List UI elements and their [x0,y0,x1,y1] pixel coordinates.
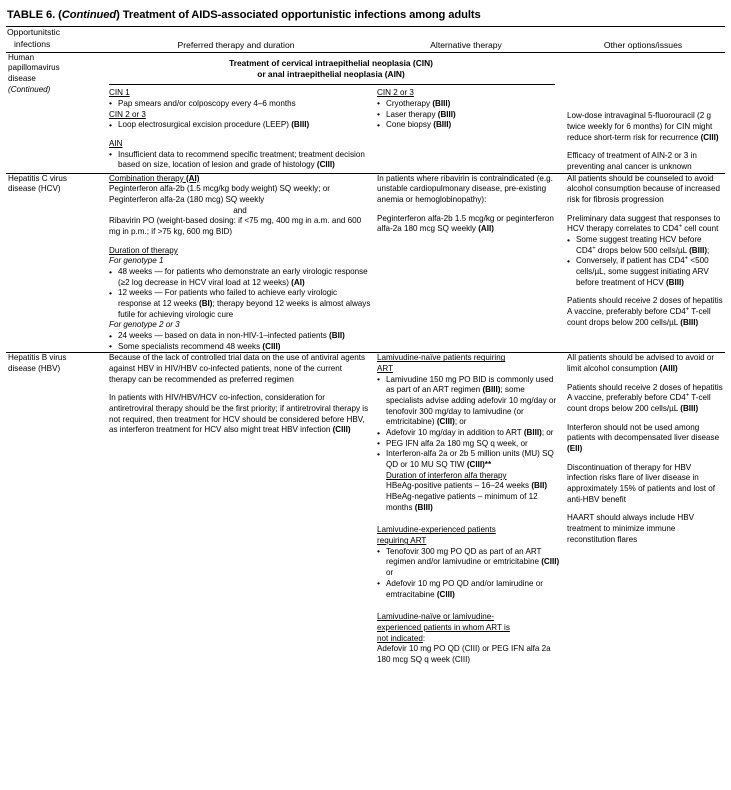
evidence-rating: (BIII) [414,502,433,512]
hcv-other-bullet-1-pre: Conversely, if patient has CD4 [576,256,685,266]
hbv-exp-bullet-0-tail: or [386,568,394,578]
hbv-noart-heading-l2: experienced patients in whom ART is [377,622,510,632]
hcv-other-list [567,235,723,288]
hbv-interferon-line2-text: HBeAg-negative patients – minimum of 12 months [386,492,538,512]
hcv-g1-bullet-0-text: 48 weeks — for patients who demonstrate an early virologic response (≥2 log decrease in HCV viral load at 12 weeks) [118,267,368,287]
hbv-exp-heading-l1: Lamivudine-experienced patients [377,525,496,535]
evidence-rating: (BIII) [665,277,684,287]
hpv-other-p1-text: Low-dose intravaginal 5-fluorouracil (2 g twice weekly for 6 months) for CIN might reduce short-term risk for recurrence [567,111,713,142]
hcv-preferred-cell [101,173,371,353]
hbv-exp-heading-l2: requiring ART [377,536,427,546]
list-item [109,150,371,171]
hcv-genotype1-list [109,267,371,320]
hcv-duration-heading: Duration of therapy [109,245,178,255]
hbv-exp-list [377,547,561,600]
hbv-other-p1 [567,353,723,374]
hbv-naive-bullet-0-tail: ; some specialists advise adding adefovir 10 mg/day or tenofovir 300 mg/day to lamivudine (or emtricitabine) [386,385,557,427]
list-item [377,110,561,121]
hbv-interferon-duration-block [377,471,561,514]
hcv-and-word: and [233,205,247,215]
list-item [109,342,371,353]
evidence-rating: (BIII) [680,317,699,327]
hcv-other-p3 [567,296,723,328]
hpv-banner-spacer [561,52,725,85]
hpv-banner-line2: or anal intraepithelial neoplasia (AIN) [257,68,405,79]
hcv-other-cell [561,173,725,353]
hpv-ain-bullet-text: Insufficient data to recommend specific treatment; treatment decision based on size, location of lesion and grade of histology [118,149,365,170]
evidence-rating: (BII) [531,481,548,491]
evidence-rating: (AIII) [659,364,678,374]
evidence-rating: (EII) [567,444,583,454]
hbv-noart-heading-l1: Lamivudine-naïve or lamivudine- [377,612,494,622]
hcv-genotype23-label: For genotype 2 or 3 [109,320,180,330]
hbv-naive-bullet-2-text: PEG IFN alfa 2a 180 mg SQ q week, or [386,438,528,448]
hbv-pref-p1: Because of the lack of controlled trial data on the use of antiviral agents against HBV in HIV/HBV co-infected patients, none of the current therapy can be recommended as preferred regimen [109,353,366,384]
evidence-rating: (AI) [185,173,200,183]
organism-cell-hbv [6,353,101,666]
hbv-noart-heading-l3 [377,634,561,645]
spacer [377,513,561,521]
hcv-other-p3-pre: Patients should receive 2 doses of hepatitis A vaccine, preferably before CD4 [567,296,723,317]
hbv-interferon-duration-heading: Duration of interferon alfa therapy [386,470,507,480]
column-header-organism-line1: Opportunitstic [7,27,61,37]
hcv-alt-p1: In patients where ribavirin is contraindicated (e.g. unstable cardiopulmonary disease, pre-existing anemia or hemoglobinopathy): [377,173,553,204]
hcv-combo-heading-text: Combination therapy [109,173,186,183]
hbv-preferred-cell [101,353,371,666]
table-title-continued: Continued [61,9,117,21]
hpv-cin23-bullet-text: Loop electrosurgical excision procedure (LEEP) [118,120,292,130]
evidence-rating: (BIII) [482,385,501,395]
superscript-plus: + [684,255,689,262]
evidence-rating: (BIII) [689,245,708,255]
hpv-alt-list [377,99,561,131]
organism-cell-hcv [6,173,101,353]
hbv-other-p2-pre: Patients should receive 2 doses of hepatitis A vaccine, preferably before CD4 [567,382,723,403]
hpv-preferred-cell [101,85,371,173]
hpv-ain-list [109,150,371,171]
hbv-naive-bullet-0-text: Lamivudine 150 mg PO BID is commonly used as part of an ART regimen [386,374,554,395]
hbv-interferon-line1-text: HBeAg-positive patients – 16–24 weeks [386,481,532,491]
table-header-row [6,27,725,52]
evidence-rating: (CIII) [541,557,560,567]
evidence-rating: (BI) [199,299,213,309]
column-header-alternative [371,27,561,52]
column-header-organism-line2: infections [14,38,51,49]
hpv-other-cell [561,85,725,173]
organism-hcv-line1: Hepatitis C virus [8,173,67,183]
evidence-rating: (CIII) [262,341,281,351]
evidence-rating: (CIII) [436,417,455,427]
list-item [109,331,371,342]
hbv-other-p2-post: T-cell count drops below 200 cells/µL [567,393,711,414]
hcv-g1-bullet-1-tail: ; therapy beyond 12 weeks is almost always futile for achieving virologic cure [118,299,371,319]
hcv-genotype23-list [109,331,371,352]
spacer [377,600,561,608]
list-item [377,579,561,600]
column-header-other-label: Other options/issues [603,40,683,50]
hcv-other-bullet-0-post: drops below 500 cells/µL [595,245,690,255]
evidence-rating: (BIII) [433,120,452,130]
list-item [377,428,561,439]
list-item [567,256,723,288]
hbv-alternative-cell [371,353,561,666]
evidence-rating: (BIII) [523,428,542,438]
hbv-naive-bullet-1-text: Adefovir 10 mg/day in addition to ART [386,428,524,438]
hcv-g1-bullet-1-text: 12 weeks — For patients who failed to achieve early virologic response at 12 weeks [118,288,338,309]
column-header-alternative-label: Alternative therapy [430,40,502,50]
list-item [377,547,561,579]
hpv-ain-heading: AIN [109,138,123,148]
organism-hpv-line2: papillomavirus [8,63,60,73]
hpv-banner [101,52,561,85]
hbv-exp-bullet-0-text: Tenofovir 300 mg PO QD as part of an ART regimen and/or lamivudine or emtricitabine [386,546,542,567]
hbv-other-cell [561,353,725,666]
organism-hpv-line3: disease [8,73,36,83]
spacer [109,131,371,139]
hbv-row [6,353,725,666]
hcv-combo-text: Peginterferon alfa-2b (1.5 mcg/kg body weight) SQ weekly; or Peginterferon alfa-2a (180 mcg) SQ weekly [109,184,330,204]
column-header-preferred-label: Preferred therapy and duration [177,40,295,50]
hcv-other-p2-intro [567,214,723,235]
organism-hbv-line1: Hepatitis B virus [8,353,67,363]
spacer [109,238,371,246]
hbv-interferon-line1 [386,481,561,492]
hbv-other-p4: Discontinuation of therapy for HBV infection risks flare of liver disease in approximately 15% of patients and lost of anti-HBV benefit [567,462,716,504]
hpv-alt-bullet-2: Cone biopsy [386,120,434,130]
hcv-row [6,173,725,353]
hcv-g23-bullet-1-text: Some specialists recommend 48 weeks [118,341,263,351]
hbv-other-p3-text: Interferon should not be used among patients with decompensated liver disease [567,422,720,443]
table-title-prefix: TABLE 6. ( [7,9,62,21]
treatment-table [6,27,725,666]
column-header-organism [6,27,101,52]
hcv-g23-bullet-0-text: 24 weeks — based on data in non-HIV-1–infected patients [118,331,330,341]
list-item [109,267,371,288]
list-item [377,439,561,450]
table-title [6,6,725,26]
hpv-alternative-cell [371,85,561,173]
hcv-alt-p2-text: Peginterferon alfa-2b 1.5 mcg/kg or peginterferon alfa-2a 180 mcg SQ weekly [377,213,554,234]
hbv-other-p3 [567,423,723,455]
hcv-other-p3-post: T-cell count drops below 200 cells/µL [567,307,711,327]
hcv-other-p2-intro-a: Preliminary data suggest that responses to HCV therapy correlates to CD4 [567,213,721,234]
hbv-naive-list [377,375,561,471]
hcv-combo-heading [109,174,371,185]
hcv-other-p2-intro-b: cell count [681,224,719,234]
evidence-rating: (AI) [291,277,305,287]
evidence-rating: (AII) [478,224,494,234]
hbv-naive-bullet-1-tail: ; or [541,428,554,438]
organism-hpv-note: (Continued) [8,84,51,94]
list-item [377,449,561,470]
evidence-rating: (CIII) [332,425,351,435]
hpv-banner-line1: Treatment of cervical intraepithelial neoplasia (CIN) [229,57,433,68]
organism-hpv-line1: Human [8,52,35,62]
hpv-alt-bullet-1: Laser therapy [386,109,438,119]
organism-hbv-line2: disease (HBV) [8,364,61,374]
evidence-rating: (BIII) [437,109,456,119]
hbv-noart-heading-colon: : [422,633,426,643]
hcv-genotype1-label: For genotype 1 [109,256,164,266]
hbv-exp-bullet-1-text: Adefovir 10 mg PO QD and/or lamirudine or emtracitabine [386,578,543,599]
evidence-rating: (BIII) [291,120,310,130]
organism-hcv-line2: disease (HCV) [8,184,61,194]
hbv-naive-bullet-3-text: Interferon-alfa 2a or 2b 5 million units (MU) SQ QD or 10 MU SQ TIW [386,449,554,470]
hpv-other-p2: Efficacy of treatment of AIN-2 or 3 in preventing anal cancer is unknown [567,151,697,171]
evidence-rating: (BIII) [432,98,451,108]
hcv-alt-p2 [377,214,561,235]
hbv-naive-heading-l2: ART [377,364,394,374]
list-item [109,288,371,320]
column-header-preferred [101,27,371,52]
evidence-rating: (CIII)** [466,460,492,470]
hpv-alt-bullet-0: Cryotherapy [386,98,433,108]
hbv-pref-p2 [109,393,371,436]
hbv-other-p5: HAART should always include HBV treatment to minimize immune reconstitution flares [567,513,695,544]
hpv-cin23-heading: CIN 2 or 3 [109,109,146,119]
hcv-other-p1: All patients should be counseled to avoid alcohol consumption because of increased risk for fibrosis progression [567,173,720,204]
hbv-interferon-line2 [386,492,561,513]
evidence-rating: (CIII) [436,589,455,599]
evidence-rating: (CIII) [316,160,335,170]
organism-cell-hpv [6,52,101,173]
list-item [377,120,561,131]
hpv-cin1-bullet-text: Pap smears and/or colposcopy every 4–6 months [118,98,296,108]
spacer [567,288,723,296]
list-item [109,99,371,110]
evidence-rating: (CIII) [700,132,719,142]
evidence-rating: (BII) [329,331,345,341]
hcv-other-bullet-1-post: <500 cells/µL, some suggest initiating ARV before treatment of HCV [576,256,709,287]
hpv-cin1-heading: CIN 1 [109,88,130,98]
hbv-pref-p2-text: In patients with HIV/HBV/HCV co-infection, consideration for antiretroviral therapy should be the first priority; if antiretroviral therapy is not required, then treatment for HCV should be considered before HBV, as interferon treatment for HCV also might treat HBV infection [109,393,369,435]
hbv-naive-heading-l1: Lamivudine-naïve patients requiring [377,353,506,363]
column-header-other [561,27,725,52]
hcv-other-bullet-0-tail: ; [707,245,710,255]
superscript-plus: + [685,306,690,313]
hbv-noart-text: Adefovir 10 mg PO QD (CIII) or PEG IFN alfa 2a 180 mcg SQ q week (CIII) [377,644,551,664]
hbv-other-p2 [567,383,723,415]
hcv-ribavirin-text: Ribavirin PO (weight-based dosing: if <75 mg, 400 mg in a.m. and 600 mg in p.m.; if >75 kg, 600 mg BID) [109,216,362,236]
hpv-alt-heading: CIN 2 or 3 [377,88,414,98]
hcv-alternative-cell [371,173,561,353]
hpv-banner-row [6,52,725,85]
list-item [109,120,371,131]
list-item [567,235,723,256]
table-title-suffix: ) Treatment of AIDS-associated opportunistic infections among adults [116,9,481,21]
hbv-noart-heading-l3-text: not indicated [377,633,423,643]
list-item [377,99,561,110]
hpv-cin23-list [109,120,371,131]
hbv-other-p1-text: All patients should be advised to avoid or limit alcohol consumption [567,353,715,374]
hcv-other-bullet-0-pre: Some suggest treating HCV before CD4 [576,235,702,255]
list-item [377,375,561,428]
superscript-plus: + [685,392,690,399]
hbv-naive-bullet-0-tail2: ; or [454,417,467,427]
hpv-other-p1 [567,111,723,143]
superscript-plus: + [678,223,682,230]
superscript-plus: + [592,244,596,251]
hpv-content-row [6,85,725,173]
hpv-cin1-list [109,99,371,110]
evidence-rating: (BIII) [680,404,699,414]
